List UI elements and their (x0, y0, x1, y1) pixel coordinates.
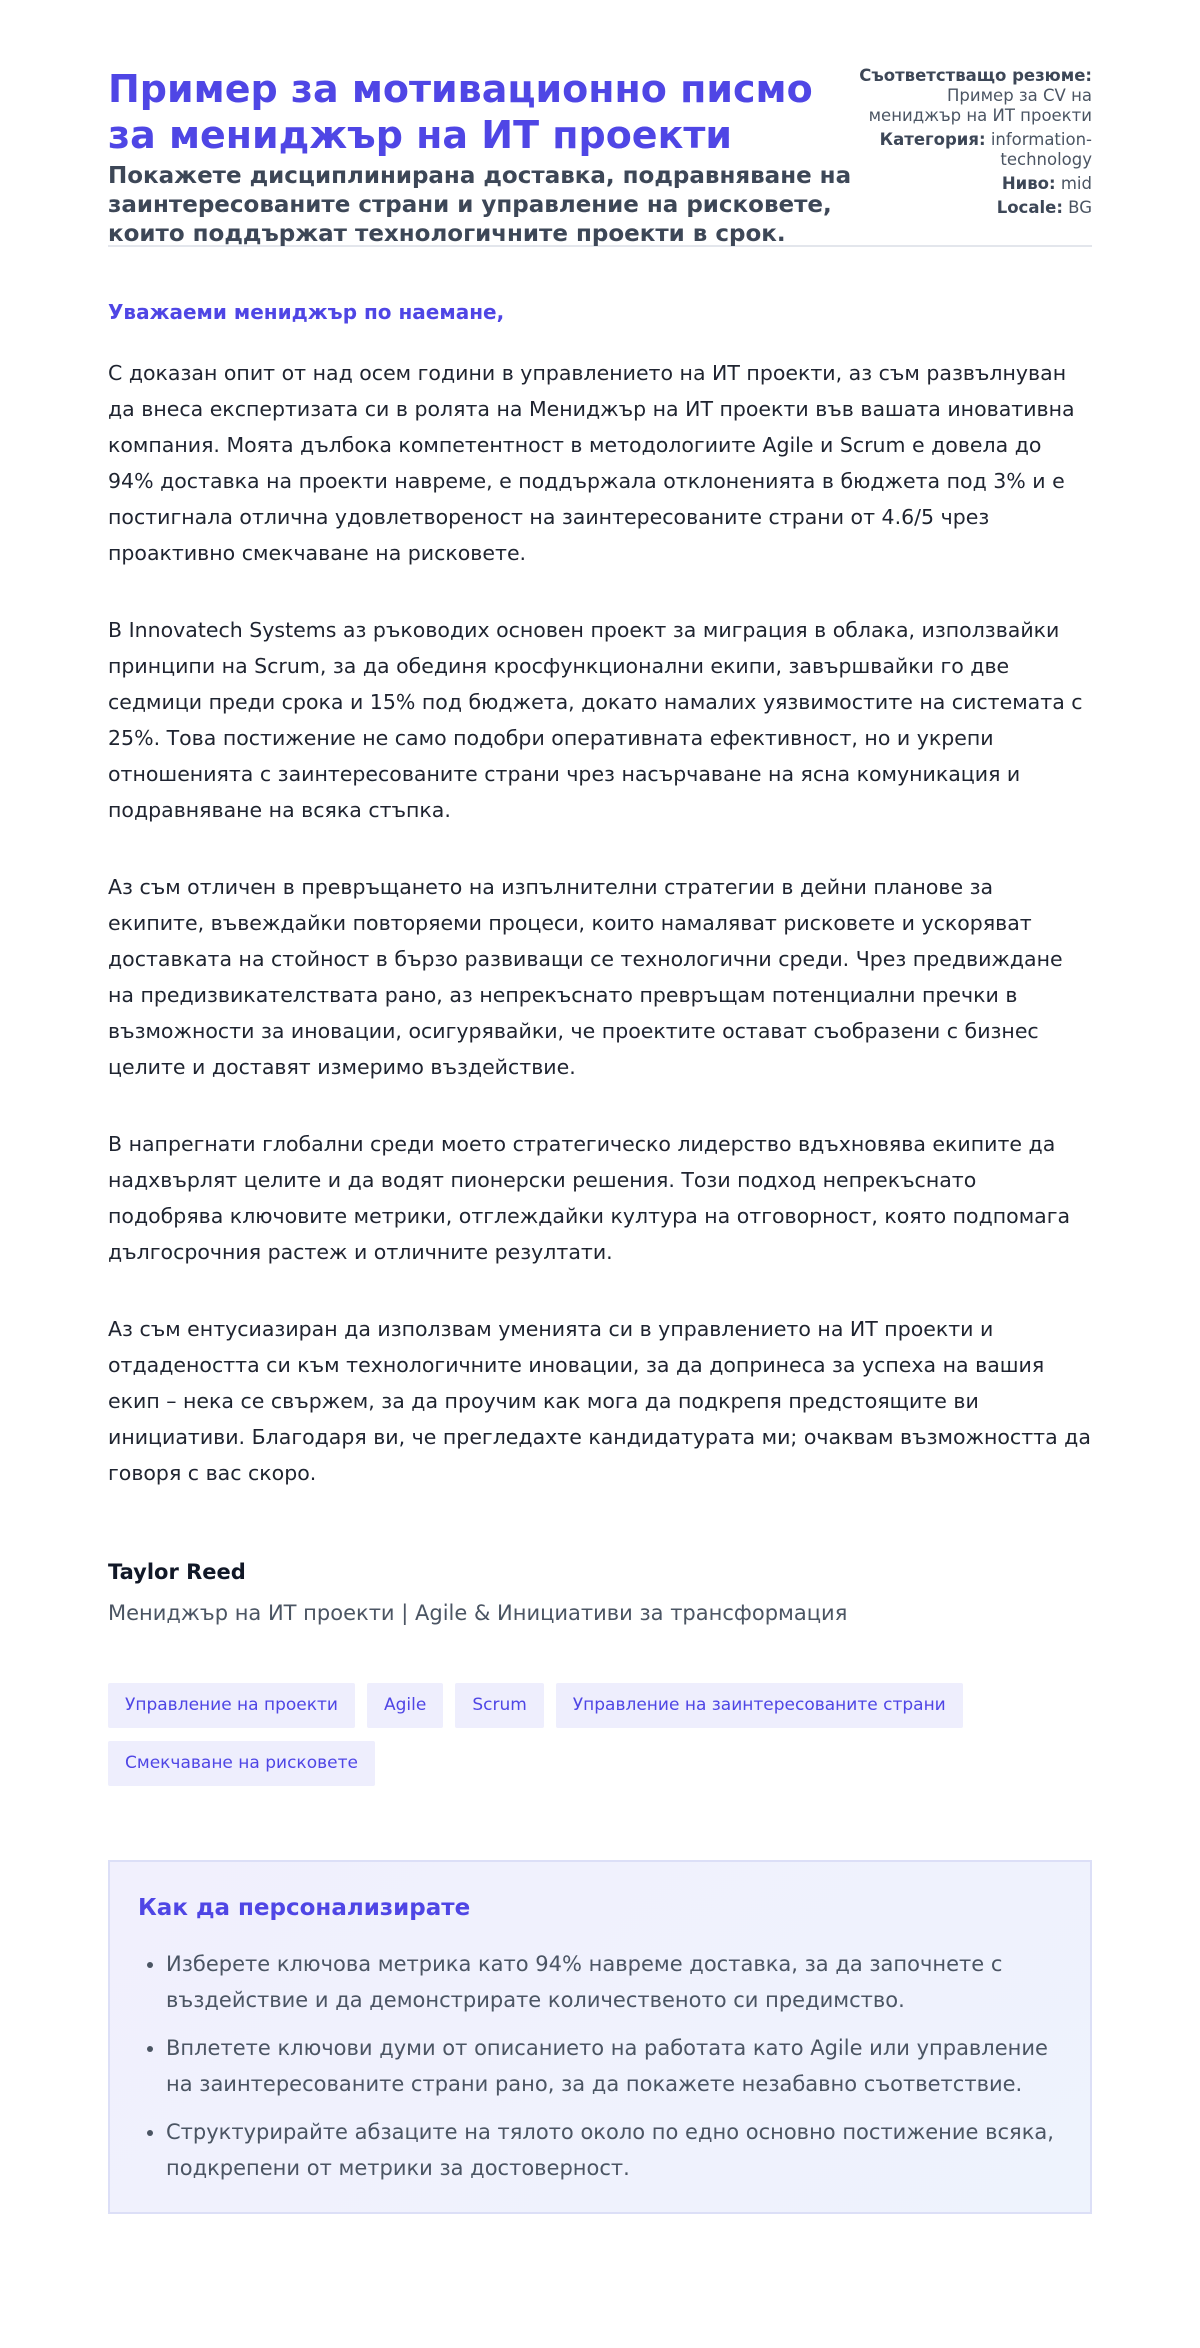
skill-tag: Scrum (455, 1683, 543, 1728)
meta-level-value: mid (1060, 174, 1092, 193)
skill-tag: Управление на заинтересованите страни (556, 1683, 963, 1728)
meta-locale (852, 198, 1092, 218)
letter-paragraph: Аз съм ентусиазиран да използвам уменията си в управлението на ИТ проекти и отдадеността си към технологичните иновации, за да допринеса за успеха на вашия екип – нека се свържем, за да проучим как мога да подкрепя предстоящите ви инициативи. Благодаря ви, че прегледахте кандидатурата ми; очаквам възможността да говоря с вас скоро. (108, 1317, 1091, 1485)
meta-level (852, 174, 1092, 194)
meta-resume-label: Съответстващо резюме: (859, 66, 1092, 85)
skill-tags (108, 1683, 1008, 1786)
skill-tag: Смекчаване на рисковете (108, 1741, 375, 1786)
customization-tips-box (108, 1860, 1092, 2214)
tip-item: • Структурирайте абзаците на тялото около по едно основно постижение всяка, подкрепени от метрики за достоверност. (166, 2114, 1062, 2186)
meta-locale-label: Locale: (996, 198, 1063, 217)
meta-locale-value: BG (1068, 198, 1092, 217)
skill-tag: Agile (367, 1683, 443, 1728)
letter-paragraph: В Innovatech Systems аз ръководих основен проект за миграция в облака, използвайки принципи на Scrum, за да обединя кросфункционални екипи, завършвайки го две седмици преди срока и 15% под бюджета, докато намалих уязвимостите на системата с 25%. Това постижение не само подобри оперативната ефективност, но и укрепи отношенията с заинтересованите страни чрез насърчаване на ясна комуникация и подравняване на всяка стъпка. (108, 618, 1083, 822)
meta-panel (852, 66, 1092, 222)
tip-item: • Изберете ключова метрика като 94% навреме доставка, за да започнете с въздействие и да демонстрирате количественото си предимство. (166, 1946, 1062, 2018)
page-header (108, 0, 1092, 247)
letter-paragraph: С доказан опит от над осем години в управлението на ИТ проекти, аз съм развълнуван да внеса експертизата си в ролята на Мениджър на ИТ проекти във вашата иновативна компания. Моята дълбока компетентност в методологиите Agile и Scrum е довела до 94% доставка на проекти навреме, е поддържала отклоненията в бюджета под 3% и е постигнала отлична удовлетвореност на заинтересованите страни от 4.6/5 чрез проактивно смекчаване на рисковете. (108, 361, 1075, 565)
tips-title: Как да персонализирате (138, 1895, 471, 1921)
meta-category (852, 130, 1092, 170)
meta-category-label: Категория: (879, 130, 986, 149)
salutation: Уважаеми мениджър по наемане, (108, 300, 505, 324)
page-subtitle: Покажете дисциплинирана доставка, подравняване на заинтересованите страни и управление на рисковете, които поддържат технологичните проекти в срок. (108, 163, 852, 247)
letter-body (108, 299, 1092, 1491)
skill-tag: Управление на проекти (108, 1683, 355, 1728)
meta-resume-value: Пример за CV на мениджър на ИТ проекти (868, 86, 1092, 125)
letter-paragraph: В напрегнати глобални среди моето стратегическо лидерство вдъхновява екипите да надхвърлят целите и да водят пионерски решения. Този подход непрекъснато подобрява ключовите метрики, отглеждайки култура на отговорност, която подпомага дългосрочния растеж и отличните резултати. (108, 1132, 1071, 1264)
tip-item: • Вплетете ключови думи от описанието на работата като Agile или управление на заинтересованите страни рано, за да покажете незабавно съответствие. (166, 2030, 1062, 2102)
tips-list (138, 1946, 1062, 2186)
signature-title: Мениджър на ИТ проекти | Agile & Инициативи за трансформация (108, 1601, 848, 1625)
letter-paragraph: Аз съм отличен в превръщането на изпълнителни стратегии в дейни планове за екипите, въвеждайки повторяеми процеси, които намаляват рисковете и ускоряват доставката на стойност в бързо развиващи се технологични среди. Чрез предвиждане на предизвикателствата рано, аз непрекъснато превръщам потенциални пречки в възможности за иновации, осигурявайки, че проектите остават съобразени с бизнес целите и доставят измеримо въздействие. (108, 875, 1063, 1079)
meta-category-value: information-technology (990, 130, 1092, 169)
page-title: Пример за мотивационно писмо за мениджър на ИТ проекти (108, 67, 813, 157)
meta-resume (852, 66, 1092, 126)
signature-name: Taylor Reed (108, 1560, 246, 1584)
meta-level-label: Ниво: (1001, 174, 1056, 193)
